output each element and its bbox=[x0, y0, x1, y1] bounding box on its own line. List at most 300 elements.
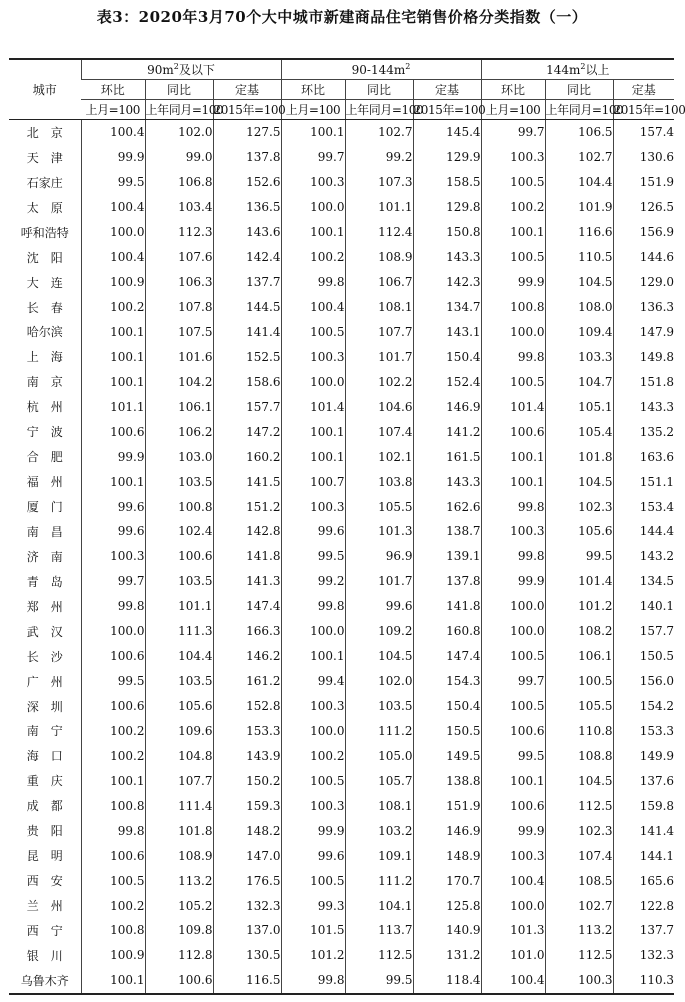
index-value: 113.2 bbox=[145, 868, 213, 893]
index-value: 101.1 bbox=[345, 195, 413, 220]
index-value: 100.4 bbox=[81, 120, 145, 145]
index-value: 99.5 bbox=[281, 544, 345, 569]
index-value: 154.2 bbox=[613, 694, 674, 719]
index-value: 108.0 bbox=[545, 295, 613, 320]
index-value: 150.2 bbox=[213, 768, 281, 793]
city-name: 郑 州 bbox=[26, 599, 63, 614]
index-value: 107.4 bbox=[545, 843, 613, 868]
index-value: 99.3 bbox=[281, 893, 345, 918]
table-row bbox=[9, 220, 674, 245]
index-value: 162.6 bbox=[413, 494, 481, 519]
index-value: 158.6 bbox=[213, 369, 281, 394]
table-row bbox=[9, 344, 674, 369]
index-value: 100.3 bbox=[481, 519, 545, 544]
index-value: 105.6 bbox=[545, 519, 613, 544]
index-value: 108.8 bbox=[545, 743, 613, 768]
index-value: 146.9 bbox=[413, 818, 481, 843]
city-name: 兰 州 bbox=[26, 899, 63, 914]
base-prev-year: 上年同月=100 bbox=[145, 100, 213, 120]
index-value: 101.3 bbox=[481, 918, 545, 943]
index-value: 147.4 bbox=[413, 644, 481, 669]
index-value: 142.4 bbox=[213, 245, 281, 270]
table-row bbox=[9, 818, 674, 843]
index-value: 156.9 bbox=[613, 220, 674, 245]
index-value: 104.7 bbox=[545, 369, 613, 394]
group-header-90: $90m^2$及以下 bbox=[81, 59, 281, 80]
index-value: 99.8 bbox=[481, 344, 545, 369]
index-value: 99.8 bbox=[281, 968, 345, 994]
index-value: 100.3 bbox=[281, 694, 345, 719]
index-value: 157.4 bbox=[613, 120, 674, 145]
index-value: 107.3 bbox=[345, 170, 413, 195]
index-value: 100.1 bbox=[481, 220, 545, 245]
index-value: 104.2 bbox=[145, 369, 213, 394]
city-name: 天 津 bbox=[26, 150, 63, 165]
index-value: 100.8 bbox=[81, 918, 145, 943]
index-value: 151.9 bbox=[613, 170, 674, 195]
subcol-fixed-base-header: 定基 bbox=[213, 80, 281, 100]
index-value: 100.5 bbox=[481, 369, 545, 394]
index-value: 103.2 bbox=[345, 818, 413, 843]
index-value: 107.6 bbox=[145, 245, 213, 270]
city-name: 杭 州 bbox=[26, 400, 63, 415]
table-row bbox=[9, 719, 674, 744]
index-value: 109.6 bbox=[145, 719, 213, 744]
index-value: 143.6 bbox=[213, 220, 281, 245]
index-value: 101.0 bbox=[481, 943, 545, 968]
index-value: 160.2 bbox=[213, 444, 281, 469]
table-row bbox=[9, 968, 674, 994]
table-row bbox=[9, 619, 674, 644]
index-value: 137.8 bbox=[413, 569, 481, 594]
index-value: 100.6 bbox=[81, 644, 145, 669]
index-value: 99.9 bbox=[81, 444, 145, 469]
index-value: 100.1 bbox=[281, 220, 345, 245]
index-value: 107.4 bbox=[345, 419, 413, 444]
city-name: 武 汉 bbox=[26, 624, 63, 639]
index-value: 99.7 bbox=[81, 569, 145, 594]
index-value: 143.3 bbox=[413, 469, 481, 494]
index-value: 131.2 bbox=[413, 943, 481, 968]
subcol-fixed-base-header: 定基 bbox=[413, 80, 481, 100]
index-value: 170.7 bbox=[413, 868, 481, 893]
index-value: 101.8 bbox=[145, 818, 213, 843]
index-value: 101.9 bbox=[545, 195, 613, 220]
index-value: 100.8 bbox=[145, 494, 213, 519]
city-name: 西 宁 bbox=[26, 923, 63, 938]
table-row bbox=[9, 893, 674, 918]
table-row bbox=[9, 943, 674, 968]
index-value: 132.3 bbox=[213, 893, 281, 918]
index-value: 100.1 bbox=[281, 419, 345, 444]
city-name: 沈 阳 bbox=[26, 250, 63, 265]
index-value: 111.2 bbox=[345, 868, 413, 893]
index-value: 104.8 bbox=[145, 743, 213, 768]
index-value: 102.3 bbox=[545, 494, 613, 519]
index-value: 159.3 bbox=[213, 793, 281, 818]
index-value: 157.7 bbox=[613, 619, 674, 644]
header-group-row bbox=[9, 59, 674, 80]
index-value: 100.4 bbox=[281, 295, 345, 320]
index-value: 109.4 bbox=[545, 320, 613, 345]
index-value: 160.8 bbox=[413, 619, 481, 644]
index-value: 136.5 bbox=[213, 195, 281, 220]
index-value: 100.9 bbox=[81, 943, 145, 968]
index-value: 99.9 bbox=[281, 818, 345, 843]
index-value: 112.5 bbox=[545, 943, 613, 968]
index-value: 161.5 bbox=[413, 444, 481, 469]
index-value: 152.6 bbox=[213, 170, 281, 195]
city-name: 大 连 bbox=[26, 275, 63, 290]
index-value: 118.4 bbox=[413, 968, 481, 994]
group-header-144: $144m^2$以上 bbox=[481, 59, 674, 80]
city-name: 重 庆 bbox=[26, 774, 63, 789]
table-row bbox=[9, 394, 674, 419]
index-value: 99.8 bbox=[481, 544, 545, 569]
index-value: 134.7 bbox=[413, 295, 481, 320]
index-value: 100.0 bbox=[281, 369, 345, 394]
index-value: 99.9 bbox=[481, 569, 545, 594]
index-value: 113.7 bbox=[345, 918, 413, 943]
index-value: 110.3 bbox=[613, 968, 674, 994]
index-value: 100.4 bbox=[81, 195, 145, 220]
table-row bbox=[9, 195, 674, 220]
city-name: 厦 门 bbox=[26, 500, 63, 515]
index-value: 100.4 bbox=[481, 968, 545, 994]
index-value: 100.1 bbox=[281, 644, 345, 669]
subcol-mom-header: 环比 bbox=[100, 83, 125, 97]
city-name: 南 宁 bbox=[26, 724, 63, 739]
table-row bbox=[9, 444, 674, 469]
table-row bbox=[9, 519, 674, 544]
table-row bbox=[9, 469, 674, 494]
index-value: 99.6 bbox=[345, 594, 413, 619]
table-row bbox=[9, 419, 674, 444]
index-value: 103.5 bbox=[345, 694, 413, 719]
index-value: 100.1 bbox=[81, 344, 145, 369]
index-value: 102.7 bbox=[345, 120, 413, 145]
index-value: 141.2 bbox=[413, 419, 481, 444]
index-value: 137.7 bbox=[613, 918, 674, 943]
index-value: 104.4 bbox=[545, 170, 613, 195]
index-value: 145.4 bbox=[413, 120, 481, 145]
index-value: 147.4 bbox=[213, 594, 281, 619]
index-value: 143.3 bbox=[413, 245, 481, 270]
index-value: 105.4 bbox=[545, 419, 613, 444]
index-value: 100.5 bbox=[281, 320, 345, 345]
index-value: 105.5 bbox=[345, 494, 413, 519]
city-name: 长 沙 bbox=[26, 649, 63, 664]
table-row bbox=[9, 569, 674, 594]
index-value: 100.5 bbox=[481, 170, 545, 195]
index-value: 99.6 bbox=[81, 494, 145, 519]
index-value: 122.8 bbox=[613, 893, 674, 918]
index-value: 105.0 bbox=[345, 743, 413, 768]
index-value: 100.5 bbox=[545, 669, 613, 694]
index-value: 100.6 bbox=[81, 843, 145, 868]
index-value: 105.5 bbox=[545, 694, 613, 719]
index-value: 127.5 bbox=[213, 120, 281, 145]
index-value: 99.5 bbox=[81, 170, 145, 195]
index-value: 102.0 bbox=[345, 669, 413, 694]
index-value: 132.3 bbox=[613, 943, 674, 968]
index-value: 96.9 bbox=[345, 544, 413, 569]
index-value: 106.2 bbox=[145, 419, 213, 444]
index-value: 99.5 bbox=[81, 669, 145, 694]
index-value: 100.3 bbox=[281, 494, 345, 519]
index-value: 100.0 bbox=[281, 195, 345, 220]
index-value: 100.2 bbox=[81, 719, 145, 744]
index-value: 159.8 bbox=[613, 793, 674, 818]
table-row bbox=[9, 768, 674, 793]
index-value: 102.7 bbox=[545, 893, 613, 918]
city-name: 太 原 bbox=[26, 200, 63, 215]
index-value: 143.2 bbox=[613, 544, 674, 569]
table-row bbox=[9, 120, 674, 145]
index-value: 153.4 bbox=[613, 494, 674, 519]
subcol-mom-header: 环比 bbox=[281, 80, 345, 100]
index-value: 99.2 bbox=[281, 569, 345, 594]
index-value: 111.4 bbox=[145, 793, 213, 818]
index-value: 106.3 bbox=[145, 270, 213, 295]
table-title: 表3：2020年3月70个大中城市新建商品住宅销售价格分类指数（一） bbox=[96, 8, 588, 26]
index-value: 100.0 bbox=[481, 594, 545, 619]
index-value: 104.6 bbox=[345, 394, 413, 419]
index-value: 101.3 bbox=[345, 519, 413, 544]
subcol-yoy-header: 同比 bbox=[345, 80, 413, 100]
index-value: 100.3 bbox=[481, 843, 545, 868]
index-value: 99.6 bbox=[281, 519, 345, 544]
table-body bbox=[9, 120, 674, 994]
index-value: 156.0 bbox=[613, 669, 674, 694]
index-value: 100.1 bbox=[481, 444, 545, 469]
index-value: 100.5 bbox=[481, 245, 545, 270]
table-row bbox=[9, 170, 674, 195]
index-value: 101.4 bbox=[481, 394, 545, 419]
index-value: 99.9 bbox=[481, 270, 545, 295]
index-value: 108.2 bbox=[545, 619, 613, 644]
index-value: 103.3 bbox=[545, 344, 613, 369]
index-value: 112.3 bbox=[145, 220, 213, 245]
index-value: 99.8 bbox=[481, 494, 545, 519]
index-value: 100.1 bbox=[281, 444, 345, 469]
index-value: 101.1 bbox=[81, 394, 145, 419]
city-column-header: 城市 bbox=[9, 59, 81, 120]
table-row bbox=[9, 369, 674, 394]
index-value: 99.8 bbox=[281, 270, 345, 295]
index-value: 103.5 bbox=[145, 569, 213, 594]
index-value: 100.3 bbox=[281, 793, 345, 818]
index-value: 104.1 bbox=[345, 893, 413, 918]
index-value: 165.6 bbox=[613, 868, 674, 893]
index-value: 100.1 bbox=[481, 768, 545, 793]
city-name: 石家庄 bbox=[26, 175, 63, 190]
index-value: 141.8 bbox=[213, 544, 281, 569]
header-base-row bbox=[9, 100, 674, 120]
index-value: 129.8 bbox=[413, 195, 481, 220]
table-row bbox=[9, 245, 674, 270]
index-value: 141.5 bbox=[213, 469, 281, 494]
index-value: 101.4 bbox=[281, 394, 345, 419]
index-value: 103.0 bbox=[145, 444, 213, 469]
table-row bbox=[9, 270, 674, 295]
index-value: 100.2 bbox=[81, 893, 145, 918]
index-value: 109.1 bbox=[345, 843, 413, 868]
index-value: 103.8 bbox=[345, 469, 413, 494]
city-name: 宁 波 bbox=[26, 425, 63, 440]
index-value: 100.3 bbox=[481, 145, 545, 170]
index-value: 100.0 bbox=[481, 320, 545, 345]
index-value: 163.6 bbox=[613, 444, 674, 469]
index-value: 100.9 bbox=[81, 270, 145, 295]
index-value: 100.6 bbox=[481, 719, 545, 744]
index-value: 110.5 bbox=[545, 245, 613, 270]
index-value: 101.6 bbox=[145, 344, 213, 369]
index-value: 99.8 bbox=[281, 594, 345, 619]
index-value: 143.1 bbox=[413, 320, 481, 345]
index-value: 100.6 bbox=[481, 419, 545, 444]
city-name: 西 安 bbox=[26, 874, 63, 889]
index-value: 100.0 bbox=[281, 619, 345, 644]
base-prev-year: 上年同月=100 bbox=[545, 100, 613, 120]
index-value: 102.3 bbox=[545, 818, 613, 843]
header-subcol-row bbox=[9, 80, 674, 100]
index-value: 100.0 bbox=[81, 220, 145, 245]
subcol-fixed-base-header: 定基 bbox=[613, 80, 674, 100]
index-value: 104.5 bbox=[545, 469, 613, 494]
index-value: 151.1 bbox=[613, 469, 674, 494]
index-value: 134.5 bbox=[613, 569, 674, 594]
index-value: 100.1 bbox=[481, 469, 545, 494]
index-value: 99.7 bbox=[481, 120, 545, 145]
index-value: 103.5 bbox=[145, 469, 213, 494]
index-value: 107.5 bbox=[145, 320, 213, 345]
city-name: 青 岛 bbox=[26, 574, 63, 589]
index-value: 136.3 bbox=[613, 295, 674, 320]
index-value: 99.9 bbox=[81, 145, 145, 170]
index-value: 110.8 bbox=[545, 719, 613, 744]
index-value: 104.5 bbox=[345, 644, 413, 669]
index-value: 102.7 bbox=[545, 145, 613, 170]
index-value: 108.9 bbox=[145, 843, 213, 868]
index-value: 100.1 bbox=[81, 320, 145, 345]
index-value: 100.2 bbox=[281, 743, 345, 768]
index-value: 112.5 bbox=[545, 793, 613, 818]
index-value: 102.4 bbox=[145, 519, 213, 544]
index-value: 140.1 bbox=[613, 594, 674, 619]
index-value: 109.2 bbox=[345, 619, 413, 644]
index-value: 148.2 bbox=[213, 818, 281, 843]
index-value: 108.1 bbox=[345, 295, 413, 320]
index-value: 147.9 bbox=[613, 320, 674, 345]
index-value: 107.8 bbox=[145, 295, 213, 320]
index-value: 102.2 bbox=[345, 369, 413, 394]
city-name: 长 春 bbox=[26, 300, 63, 315]
index-value: 99.0 bbox=[145, 145, 213, 170]
table-row bbox=[9, 743, 674, 768]
table-row bbox=[9, 494, 674, 519]
index-value: 100.3 bbox=[545, 968, 613, 994]
index-value: 125.8 bbox=[413, 893, 481, 918]
index-value: 100.0 bbox=[81, 619, 145, 644]
index-value: 108.1 bbox=[345, 793, 413, 818]
city-name: 乌鲁木齐 bbox=[9, 968, 81, 994]
index-value: 153.3 bbox=[213, 719, 281, 744]
index-value: 141.4 bbox=[613, 818, 674, 843]
index-value: 100.1 bbox=[81, 469, 145, 494]
index-value: 99.6 bbox=[81, 519, 145, 544]
index-value: 100.5 bbox=[281, 768, 345, 793]
index-value: 130.5 bbox=[213, 943, 281, 968]
index-value: 150.4 bbox=[413, 344, 481, 369]
index-value: 147.0 bbox=[213, 843, 281, 868]
city-name: 广 州 bbox=[26, 674, 63, 689]
city-name: 呼和浩特 bbox=[20, 225, 69, 240]
city-name: 成 都 bbox=[26, 799, 63, 814]
index-value: 103.4 bbox=[145, 195, 213, 220]
index-value: 176.5 bbox=[213, 868, 281, 893]
index-value: 100.2 bbox=[81, 743, 145, 768]
index-value: 100.2 bbox=[81, 295, 145, 320]
table-row bbox=[9, 544, 674, 569]
index-value: 100.0 bbox=[481, 619, 545, 644]
index-value: 150.5 bbox=[413, 719, 481, 744]
index-value: 100.3 bbox=[81, 544, 145, 569]
index-value: 99.2 bbox=[345, 145, 413, 170]
index-value: 100.0 bbox=[281, 719, 345, 744]
index-value: 99.7 bbox=[281, 145, 345, 170]
index-value: 108.9 bbox=[345, 245, 413, 270]
table-row bbox=[9, 594, 674, 619]
index-value: 152.5 bbox=[213, 344, 281, 369]
table-row bbox=[9, 793, 674, 818]
index-value: 100.4 bbox=[481, 868, 545, 893]
city-name: 银 川 bbox=[26, 948, 63, 963]
index-value: 107.7 bbox=[345, 320, 413, 345]
index-value: 144.6 bbox=[613, 245, 674, 270]
index-value: 149.9 bbox=[613, 743, 674, 768]
index-value: 99.8 bbox=[81, 818, 145, 843]
index-value: 104.5 bbox=[545, 270, 613, 295]
index-value: 126.5 bbox=[613, 195, 674, 220]
index-value: 100.1 bbox=[81, 369, 145, 394]
index-value: 100.1 bbox=[281, 120, 345, 145]
index-value: 100.3 bbox=[281, 170, 345, 195]
index-value: 148.9 bbox=[413, 843, 481, 868]
index-value: 154.3 bbox=[413, 669, 481, 694]
index-value: 106.1 bbox=[545, 644, 613, 669]
city-name: 南 京 bbox=[26, 375, 63, 390]
index-value: 151.2 bbox=[213, 494, 281, 519]
index-value: 109.8 bbox=[145, 918, 213, 943]
index-value: 101.7 bbox=[345, 569, 413, 594]
index-value: 144.4 bbox=[613, 519, 674, 544]
index-value: 107.7 bbox=[145, 768, 213, 793]
index-value: 99.5 bbox=[345, 968, 413, 994]
index-value: 106.8 bbox=[145, 170, 213, 195]
index-value: 99.9 bbox=[481, 818, 545, 843]
index-value: 105.1 bbox=[545, 394, 613, 419]
index-value: 99.8 bbox=[81, 594, 145, 619]
index-value: 149.5 bbox=[413, 743, 481, 768]
base-2015: 2015年=100 bbox=[613, 100, 674, 120]
index-value: 100.6 bbox=[81, 419, 145, 444]
index-value: 104.4 bbox=[145, 644, 213, 669]
index-value: 105.2 bbox=[145, 893, 213, 918]
index-value: 106.1 bbox=[145, 394, 213, 419]
index-value: 105.7 bbox=[345, 768, 413, 793]
index-value: 100.6 bbox=[481, 793, 545, 818]
